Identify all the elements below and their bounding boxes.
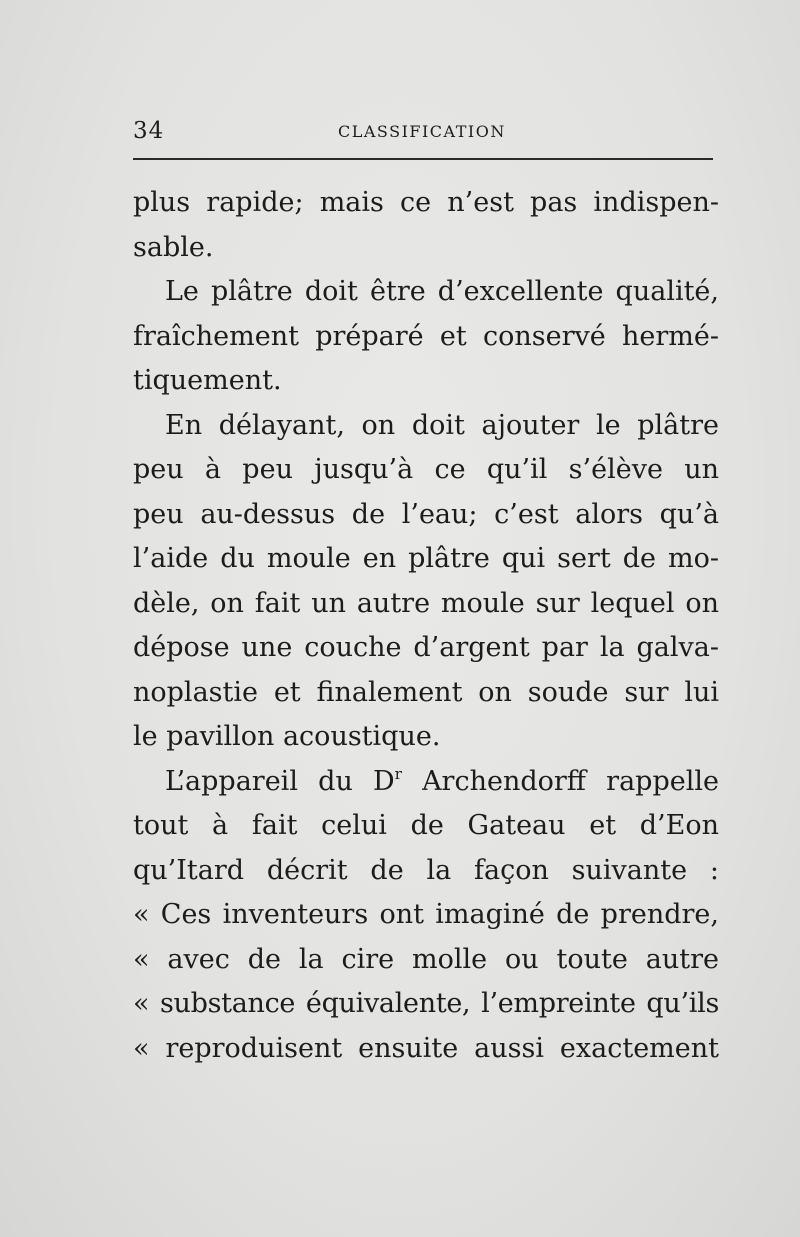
text-fragment: Archendorff rappelle [401,765,719,797]
text-line: En délayant, on doit ajouter le plâtre [165,409,719,441]
text-line: dèle, on fait un autre moule sur lequel on [133,587,719,619]
superscript: r [394,764,402,783]
text-line: « substance équivalente, l’empreinte qu’ils [133,988,719,1019]
body-text [133,181,719,1071]
text-line: qu’Itard décrit de la façon suivante : [133,854,719,886]
text-line: « reproduisent ensuite aussi exactement [133,1032,719,1064]
text-line: sable. [133,231,214,263]
text-line: peu au-dessus de l’eau; c’est alors qu’à [133,498,719,530]
text-line: l’aide du moule en plâtre qui sert de mo- [133,543,719,574]
text-line: noplastie et finalement on soude sur lui [133,676,719,708]
text-line: fraîchement préparé et conservé hermé- [133,320,719,352]
text-line: Le plâtre doit être d’excellente qualité, [165,276,719,307]
text-fragment: L’appareil du D [165,765,395,797]
page-number: 34 [133,118,165,144]
text-line [133,760,719,805]
page-header [133,118,713,148]
header-rule [133,158,713,160]
text-line: le pavillon acoustique. [133,721,441,752]
text-line: peu à peu jusqu’à ce qu’il s’élève un [133,454,719,485]
text-line: « avec de la cire molle ou toute autre [133,943,719,975]
text-line: tout à fait celui de Gateau et d’Eon [133,810,719,841]
running-head: CLASSIFICATION [338,122,506,141]
text-line: plus rapide; mais ce n’est pas indispen- [133,187,719,218]
text-line: dépose une couche d’argent par la galva- [133,632,719,663]
text-line: « Ces inventeurs ont imaginé de prendre, [133,899,719,930]
text-line: tiquement. [133,365,282,396]
